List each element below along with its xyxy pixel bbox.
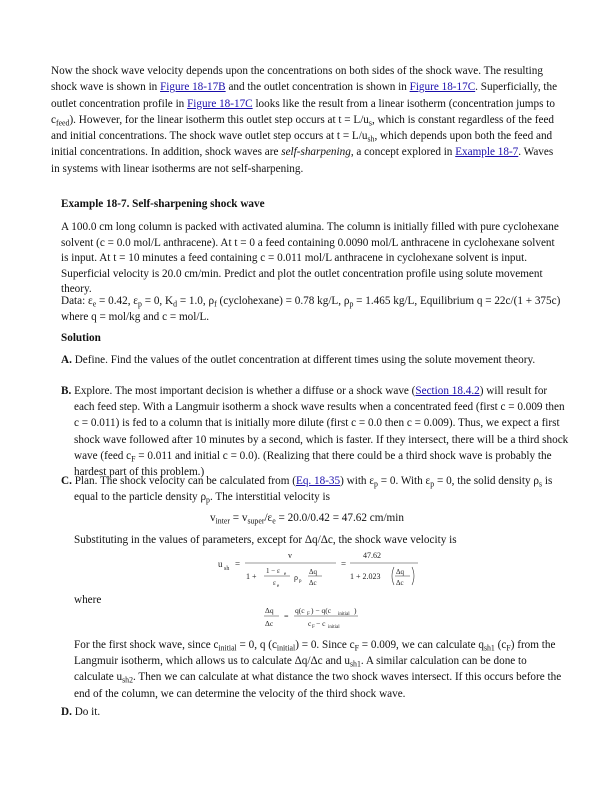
eq1-inner-den-sub: e [277, 584, 280, 589]
step-c-sub-2: p [430, 479, 435, 489]
eq1-left-paren [392, 567, 394, 585]
final-sub-6: sh1 [349, 659, 361, 669]
eq-sub-inter: inter [215, 516, 230, 526]
step-c-text-6: . The interstitial velocity is [209, 491, 330, 504]
example-18-7-link[interactable]: Example 18-7 [455, 146, 519, 159]
intro-text-6: , which is constant regardless of the feed and initial concentrations. The shock wave outlet step occurs at t = L/u [51, 113, 555, 143]
step-a-label: A. [61, 354, 72, 366]
step-d [61, 704, 570, 720]
eq2-num-sub2: initial [338, 612, 350, 617]
step-b-sub-f: F [131, 454, 136, 464]
step-a [61, 352, 570, 368]
step-c-sub-3: s [539, 479, 543, 489]
final-text-1: For the first shock wave, since c [74, 639, 219, 651]
data-text-5: = 1.465 kg/L, Equilibrium q = 22c/(1 + 375c) where q = mol/kg and c = mol/L. [61, 295, 561, 323]
data-sub-p: p [138, 299, 142, 309]
eq-v: v [210, 512, 216, 524]
eq1-dq: Δq [309, 568, 318, 576]
step-b-label: B. [61, 385, 72, 397]
step-b-text-1: Explore. The most important decision is whether a diffuse or a shock wave ( [71, 385, 416, 397]
final-text-7: . A similar calculation can be done to calculate u [74, 655, 527, 684]
data-sub-d: d [173, 299, 178, 309]
eq-rest: = 20.0/0.42 = 47.62 cm/min [275, 512, 404, 524]
eq2-dc: Δc [265, 619, 274, 628]
intro-text-9: . Waves in systems with linear isotherms are not self-sharpening. [51, 146, 554, 175]
step-c-text-4: = 0, the solid density ρ [434, 475, 539, 487]
dq-dc-equation [264, 602, 374, 634]
self-sharpening-term: self-sharpening [281, 146, 351, 159]
step-c-sub-1: p [374, 479, 378, 489]
step-b [61, 383, 570, 480]
step-a-text: Define. Find the values of the outlet concentration at different times using the solute movement theory. [71, 354, 536, 366]
eq1-numerator-v: v [288, 551, 292, 560]
step-c-text-2: ) with ε [340, 475, 375, 487]
eq1-lhs-sub: sh [224, 566, 230, 572]
intro-text-3: . Superficially, the outlet concentration profile in [51, 81, 558, 110]
eq-mid: = v [229, 512, 248, 524]
step-d-label: D. [61, 706, 72, 718]
interstitial-velocity-equation [0, 512, 614, 524]
step-c-text-5: is equal to the particle density ρ [74, 475, 553, 504]
eq1-equals-2: = [341, 559, 347, 569]
eq-slash: /ε [264, 512, 273, 524]
sub-feed: feed [55, 118, 70, 128]
data-text-0: Data: ε [61, 295, 93, 307]
eq2-den: c [308, 619, 312, 628]
step-c-label: C. [61, 475, 72, 487]
example-body: A 100.0 cm long column is packed with activated alumina. The column is initially filled with pure cyclohexane solvent (c = 0.0 mol/L anthracene). At t = 0 a feed containing 0.0090 mol/L anthracene in cyclohexane solvent is input. At t = 10 minutes a feed containing c = 0.011 mol/L anthracene in cyclohexane solvent is input. Superficial velocity is 20.0 cm/min. Predict and plot the outlet concentration profile using solute movement theory. [61, 221, 559, 295]
eq1-value-den: 1 + 2.023 [350, 572, 381, 581]
eq2-num-sub1: F [307, 612, 310, 617]
intro-text-2: and the outlet concentration is shown in [225, 81, 410, 94]
final-text-6: ) from the Langmuir isotherm, which allows us to calculate Δq/Δc and u [74, 639, 556, 668]
step-c-sub-4: p [206, 495, 210, 505]
data-sub-p2: p [349, 299, 354, 309]
eq1-value-numerator: 47.62 [363, 551, 381, 560]
data-sub-e: e [92, 299, 97, 309]
eq2-dq: Δq [265, 606, 274, 615]
substitution-text: Substituting in the values of parameters, except for Δq/Δc, the shock wave velocity is [74, 534, 457, 546]
shock-velocity-equation [218, 549, 418, 589]
eq1-inner-den: ε [273, 579, 276, 587]
step-c [61, 473, 570, 505]
intro-text-7: , which depends upon both the feed and initial concentrations. In addition, shock waves are [51, 130, 553, 159]
intro-text-1: Now the shock wave velocity depends upon the concentrations on both sides of the shock wave. The resulting shock wave is shown in [51, 65, 543, 94]
step-c-text-3: = 0. With ε [377, 475, 431, 487]
final-sub-4: sh1 [483, 643, 495, 653]
intro-text-4: looks like the result from a linear isotherm (concentration jumps to c [51, 97, 555, 126]
final-sub-7: sh2 [122, 676, 134, 686]
eq2-num-mid: ) − q(c [311, 606, 332, 615]
figure-18-17c-link[interactable]: Figure 18-17C [409, 81, 476, 94]
eq2-den-sub2: initial [328, 625, 340, 630]
final-text-5: (c [494, 639, 507, 651]
final-sub-3: F [354, 643, 359, 653]
solution-title: Solution [61, 332, 101, 344]
eq1-dc: Δc [309, 579, 317, 587]
final-sub-5: F [506, 643, 511, 653]
data-text-2: = 0, K [141, 295, 174, 307]
eq-sub-super: super [247, 516, 265, 526]
intro-text-8: , a concept explored in [350, 146, 456, 159]
eq-18-35-link[interactable]: Eq. 18-35 [295, 475, 341, 487]
data-text-3: = 1.0, ρ [177, 295, 215, 307]
section-18-4-2-link[interactable]: Section 18.4.2 [415, 385, 480, 397]
example-title: Example 18-7. Self-sharpening shock wave [61, 198, 265, 210]
data-text-1: = 0.42, ε [96, 295, 138, 307]
final-sub-1: initial [218, 643, 237, 653]
final-text-3: ) = 0. Since c [295, 639, 355, 651]
eq1-inner-num-sub: e [284, 572, 287, 577]
eq1-rho: ρ [294, 573, 298, 582]
sub-s: s [368, 118, 372, 128]
data-text-4: (cyclohexane) = 0.78 kg/L, ρ [216, 295, 350, 307]
eq1-lhs: u [218, 559, 223, 569]
eq1-rho-sub: p [299, 579, 302, 584]
data-sub-f: f [214, 299, 217, 309]
eq1-equals: = [235, 559, 241, 569]
intro-text-5: ). However, for the linear isotherm this outlet step occurs at t = L/u [69, 113, 369, 126]
example-data [61, 294, 561, 325]
final-text-8: . Then we can calculate at what distance the two shock waves intersect. If this occurs before the end of the column, we can determine the velocity of the third shock wave. [74, 671, 562, 700]
eq1-inner-num: 1 − ε [266, 567, 280, 575]
figure-18-17c-link-2[interactable]: Figure 18-17C [187, 97, 253, 110]
step-c-text-1: Plan. The shock velocity can be calculated from ( [71, 475, 296, 487]
eq1-den-one: 1 + [246, 572, 257, 581]
final-text-2: = 0, q (c [236, 639, 277, 651]
eq2-equals: = [284, 612, 289, 621]
eq2-num-end: ) [354, 606, 357, 615]
sub-sh: sh [367, 134, 375, 144]
eq1-value-dc: Δc [396, 579, 404, 587]
eq2-num: q(c [295, 606, 305, 615]
eq1-right-paren [412, 567, 414, 585]
step-b-text-2: ) will result for each feed step. With a Langmuir isotherm a shock wave results when a concentrated feed (first c = 0.009 then c = 0.011) is fed to a column that is initially more dilute (first c = 0.0 then c = 0.009). Thus, we expect a first shock wave followed after 10 minutes by a second, which is faster. If they intersect, there will be a third shock wave (feed c [74, 385, 569, 462]
eq1-value-dq: Δq [396, 568, 405, 576]
intro-paragraph [51, 63, 561, 177]
where-text: where [74, 594, 102, 606]
first-shock-paragraph [74, 637, 564, 702]
eq2-den-mid: − c [316, 619, 326, 628]
step-b-text-3: = 0.011 and initial c = 0.0). (Realizing that there could be a third shock wave is probably the hardest part of this problem.) [74, 449, 552, 479]
final-text-4: = 0.009, we can calculate q [358, 639, 484, 651]
eq2-den-sub1: F [312, 625, 315, 630]
step-d-text: Do it. [71, 706, 101, 718]
eq-sub-e: e [272, 516, 276, 526]
final-sub-2: initial [276, 643, 296, 653]
figure-18-17b-link[interactable]: Figure 18-17B [160, 81, 226, 94]
